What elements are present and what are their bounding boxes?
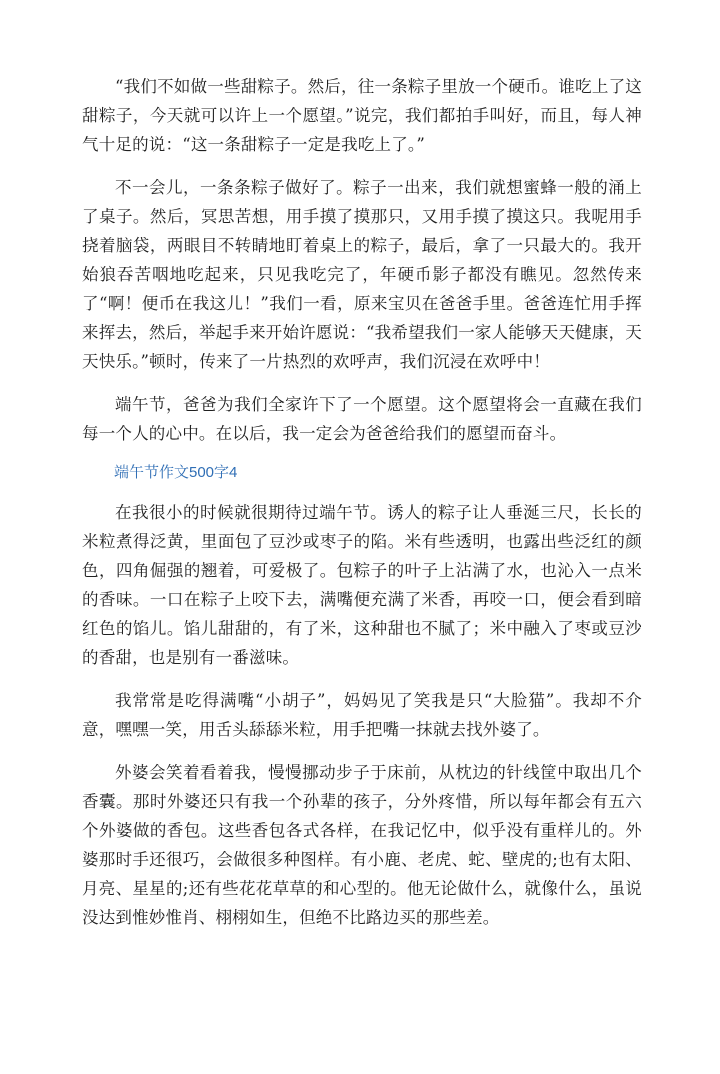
paragraph-grandma-sachets: 外婆会笑着看着我，慢慢挪动步子于床前，从枕边的针线筐中取出几个香囊。那时外婆还只有我一个孙辈的孩子，分外疼惜，所以每年都会有五六个外婆做的香包。这些香包各式各样，在我记忆中，似乎没有重样儿的。外婆那时手还很巧，会做很多种图样。有小鹿、老虎、蛇、壁虎的;也有太阳、月亮、星星的;还有些花花草草的和心型的。他无论做什么，就像什么，虽说没达到惟妙惟肖、栩栩如生，但绝不比路边买的那些差。	[82, 763, 642, 927]
paragraph-making-zongzi: 不一会儿，一条条粽子做好了。粽子一出来，我们就想蜜蜂一般的涌上了桌子。然后，冥思苦想，用手摸了摸那只，又用手摸了摸这只。我呢用手挠着脑袋，两眼目不转睛地盯着桌上的粽子，最后，拿了一只最大的。我开始狼吞苦咽地吃起来，只见我吃完了，年硬币影子都没有瞧见。忽然传来了“啊！便币在我这儿！”我们一看，原来宝贝在爸爸手里。爸爸连忙用手挥来挥去，然后，举起手来开始许愿说：“我希望我们一家人能够天天健康，天天快乐。”顿时，传来了一片热烈的欢呼声，我们沉浸在欢呼中！	[82, 178, 642, 371]
paragraph-sweet-zongzi: “我们不如做一些甜粽子。然后，往一条粽子里放一个硬币。谁吃上了这甜粽子，今天就可以许上一个愿望。”说完，我们都拍手叫好，而且，每人神气十足的说：“这一条甜粽子一定是我吃上了。”	[82, 77, 642, 154]
paragraph-little-beard: 我常常是吃得满嘴“小胡子”，妈妈见了笑我是只“大脸猫”。我却不介意，嘿嘿一笑，用舌头舔舔米粒，用手把嘴一抹就去找外婆了。	[82, 691, 642, 739]
paragraph-family-wish: 端午节，爸爸为我们全家许下了一个愿望。这个愿望将会一直藏在我们每一个人的心中。在以后，我一定会为爸爸给我们的愿望而奋斗。	[82, 395, 642, 443]
document-page	[82, 72, 642, 946]
section-heading: 端午节作文500字4	[114, 464, 238, 481]
paragraph-childhood: 在我很小的时候就很期待过端午节。诱人的粽子让人垂涎三尺，长长的米粒煮得泛黄，里面包了豆沙或枣子的陷。米有些透明，也露出些泛红的颜色，四角倔强的翘着，可爱极了。包粽子的叶子上沾满了水，也沁入一点米的香味。一口在粽子上咬下去，满嘴便充满了米香，再咬一口，便会看到暗红色的馅儿。馅儿甜甜的，有了米，这种甜也不腻了；米中融入了枣或豆沙的香甜，也是别有一番滋味。	[82, 503, 642, 667]
